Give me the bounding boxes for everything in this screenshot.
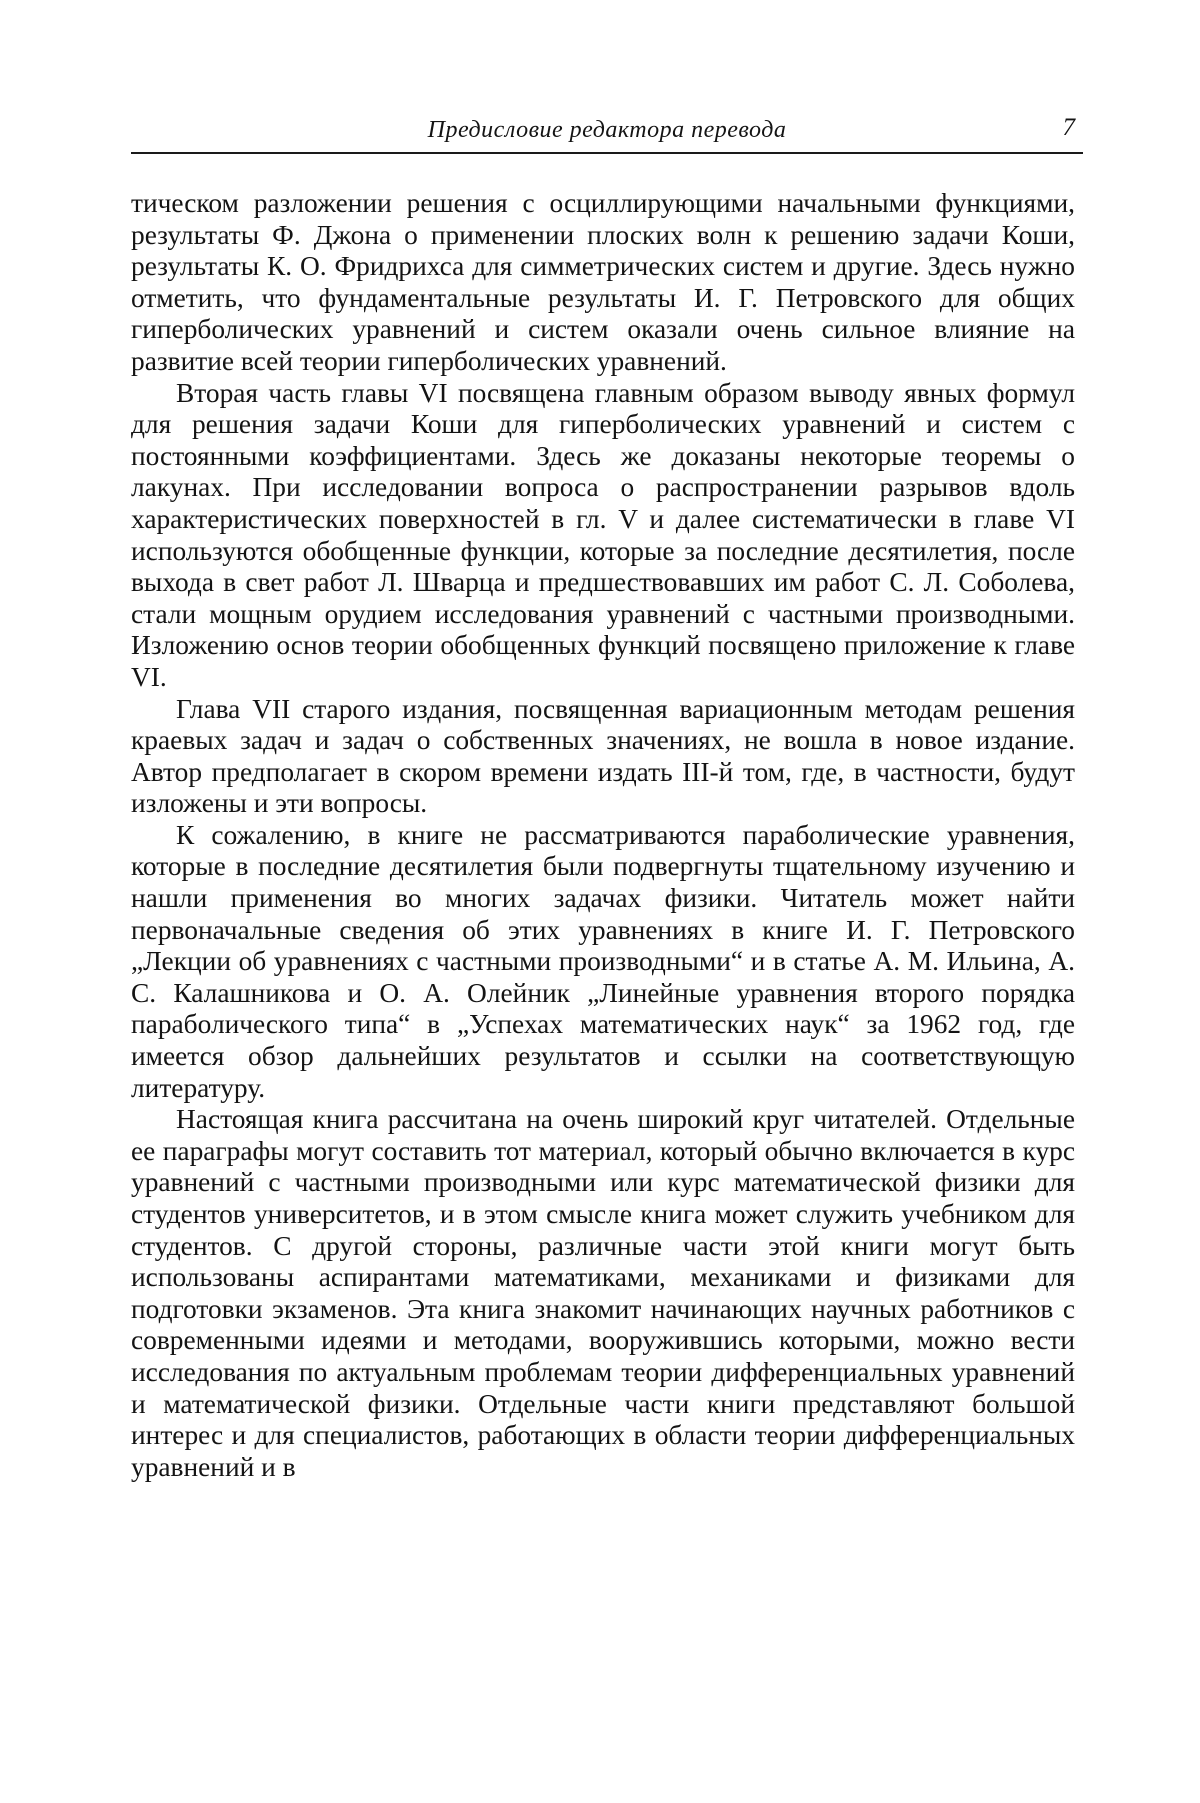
page-number: 7 <box>1062 114 1075 141</box>
paragraph-continuation: тическом разложении решения с осциллирующими начальными функциями, результаты Ф. Джона о применении плоских волн к решению задачи Коши, результаты К. О. Фридрихса для симметрических систем и другие. Здесь нужно отметить, что фундаментальные результаты И. Г. Петровского для общих гиперболических уравнений и систем оказали очень сильное влияние на развитие всей теории гиперболических уравнений. <box>131 188 1075 376</box>
paragraph-readership: Настоящая книга рассчитана на очень широкий круг читателей. Отдельные ее параграфы могут составить тот материал, который обычно включается в курс уравнений с частными производными или курс математической физики для студентов университетов, и в этом смысле книга может служить учебником для студентов. С другой стороны, различные части этой книги могут быть использованы аспирантами математиками, механиками и физиками для подготовки экзаменов. Эта книга знакомит начинающих научных работников с современными идеями и методами, вооружившись которыми, можно вести исследования по актуальным проблемам теории дифференциальных уравнений и математической физики. Отдельные части книги представляют большой интерес и для специалистов, работающих в области теории дифференциальных уравнений и в <box>131 1104 1075 1482</box>
running-head <box>131 112 1083 154</box>
paragraph-chapter-seven: Глава VII старого издания, посвященная вариационным методам решения краевых задач и задач о собственных значениях, не вошла в новое издание. Автор предполагает в скором времени издать III-й том, где, в частности, будут изложены и эти вопросы. <box>131 693 1075 819</box>
paragraph-chapter-six: Вторая часть главы VI посвящена главным образом выводу явных формул для решения задачи Коши для гиперболических уравнений и систем с постоянными коэффициентами. Здесь же доказаны некоторые теоремы о лакунах. При исследовании вопроса о распространении разрывов вдоль характеристических поверхностей в гл. V и далее систематически в главе VI используются обобщенные функции, которые за последние десятилетия, после выхода в свет работ Л. Шварца и предшествовавших им работ С. Л. Соболева, стали мощным орудием исследования уравнений с частными производными. Изложению основ теории обобщенных функций посвящено приложение к главе VI. <box>131 377 1075 692</box>
running-title: Предисловие редактора перевода <box>427 117 787 143</box>
body-text <box>131 188 1075 1483</box>
paragraph-parabolic-equations: К сожалению, в книге не рассматриваются параболические уравнения, которые в последние десятилетия были подвергнуты тщательному изучению и нашли применения во многих задачах физики. Читатель может найти первоначальные сведения об этих уравнениях в книге И. Г. Петровского „Лекции об уравнениях с частными производными“ и в статье А. М. Ильина, А. С. Калашникова и О. А. Олейник „Линейные уравнения второго порядка параболического типа“ в „Успехах математических наук“ за 1962 год, где имеется обзор дальнейших результатов и ссылки на соответствующую литературу. <box>131 819 1075 1103</box>
